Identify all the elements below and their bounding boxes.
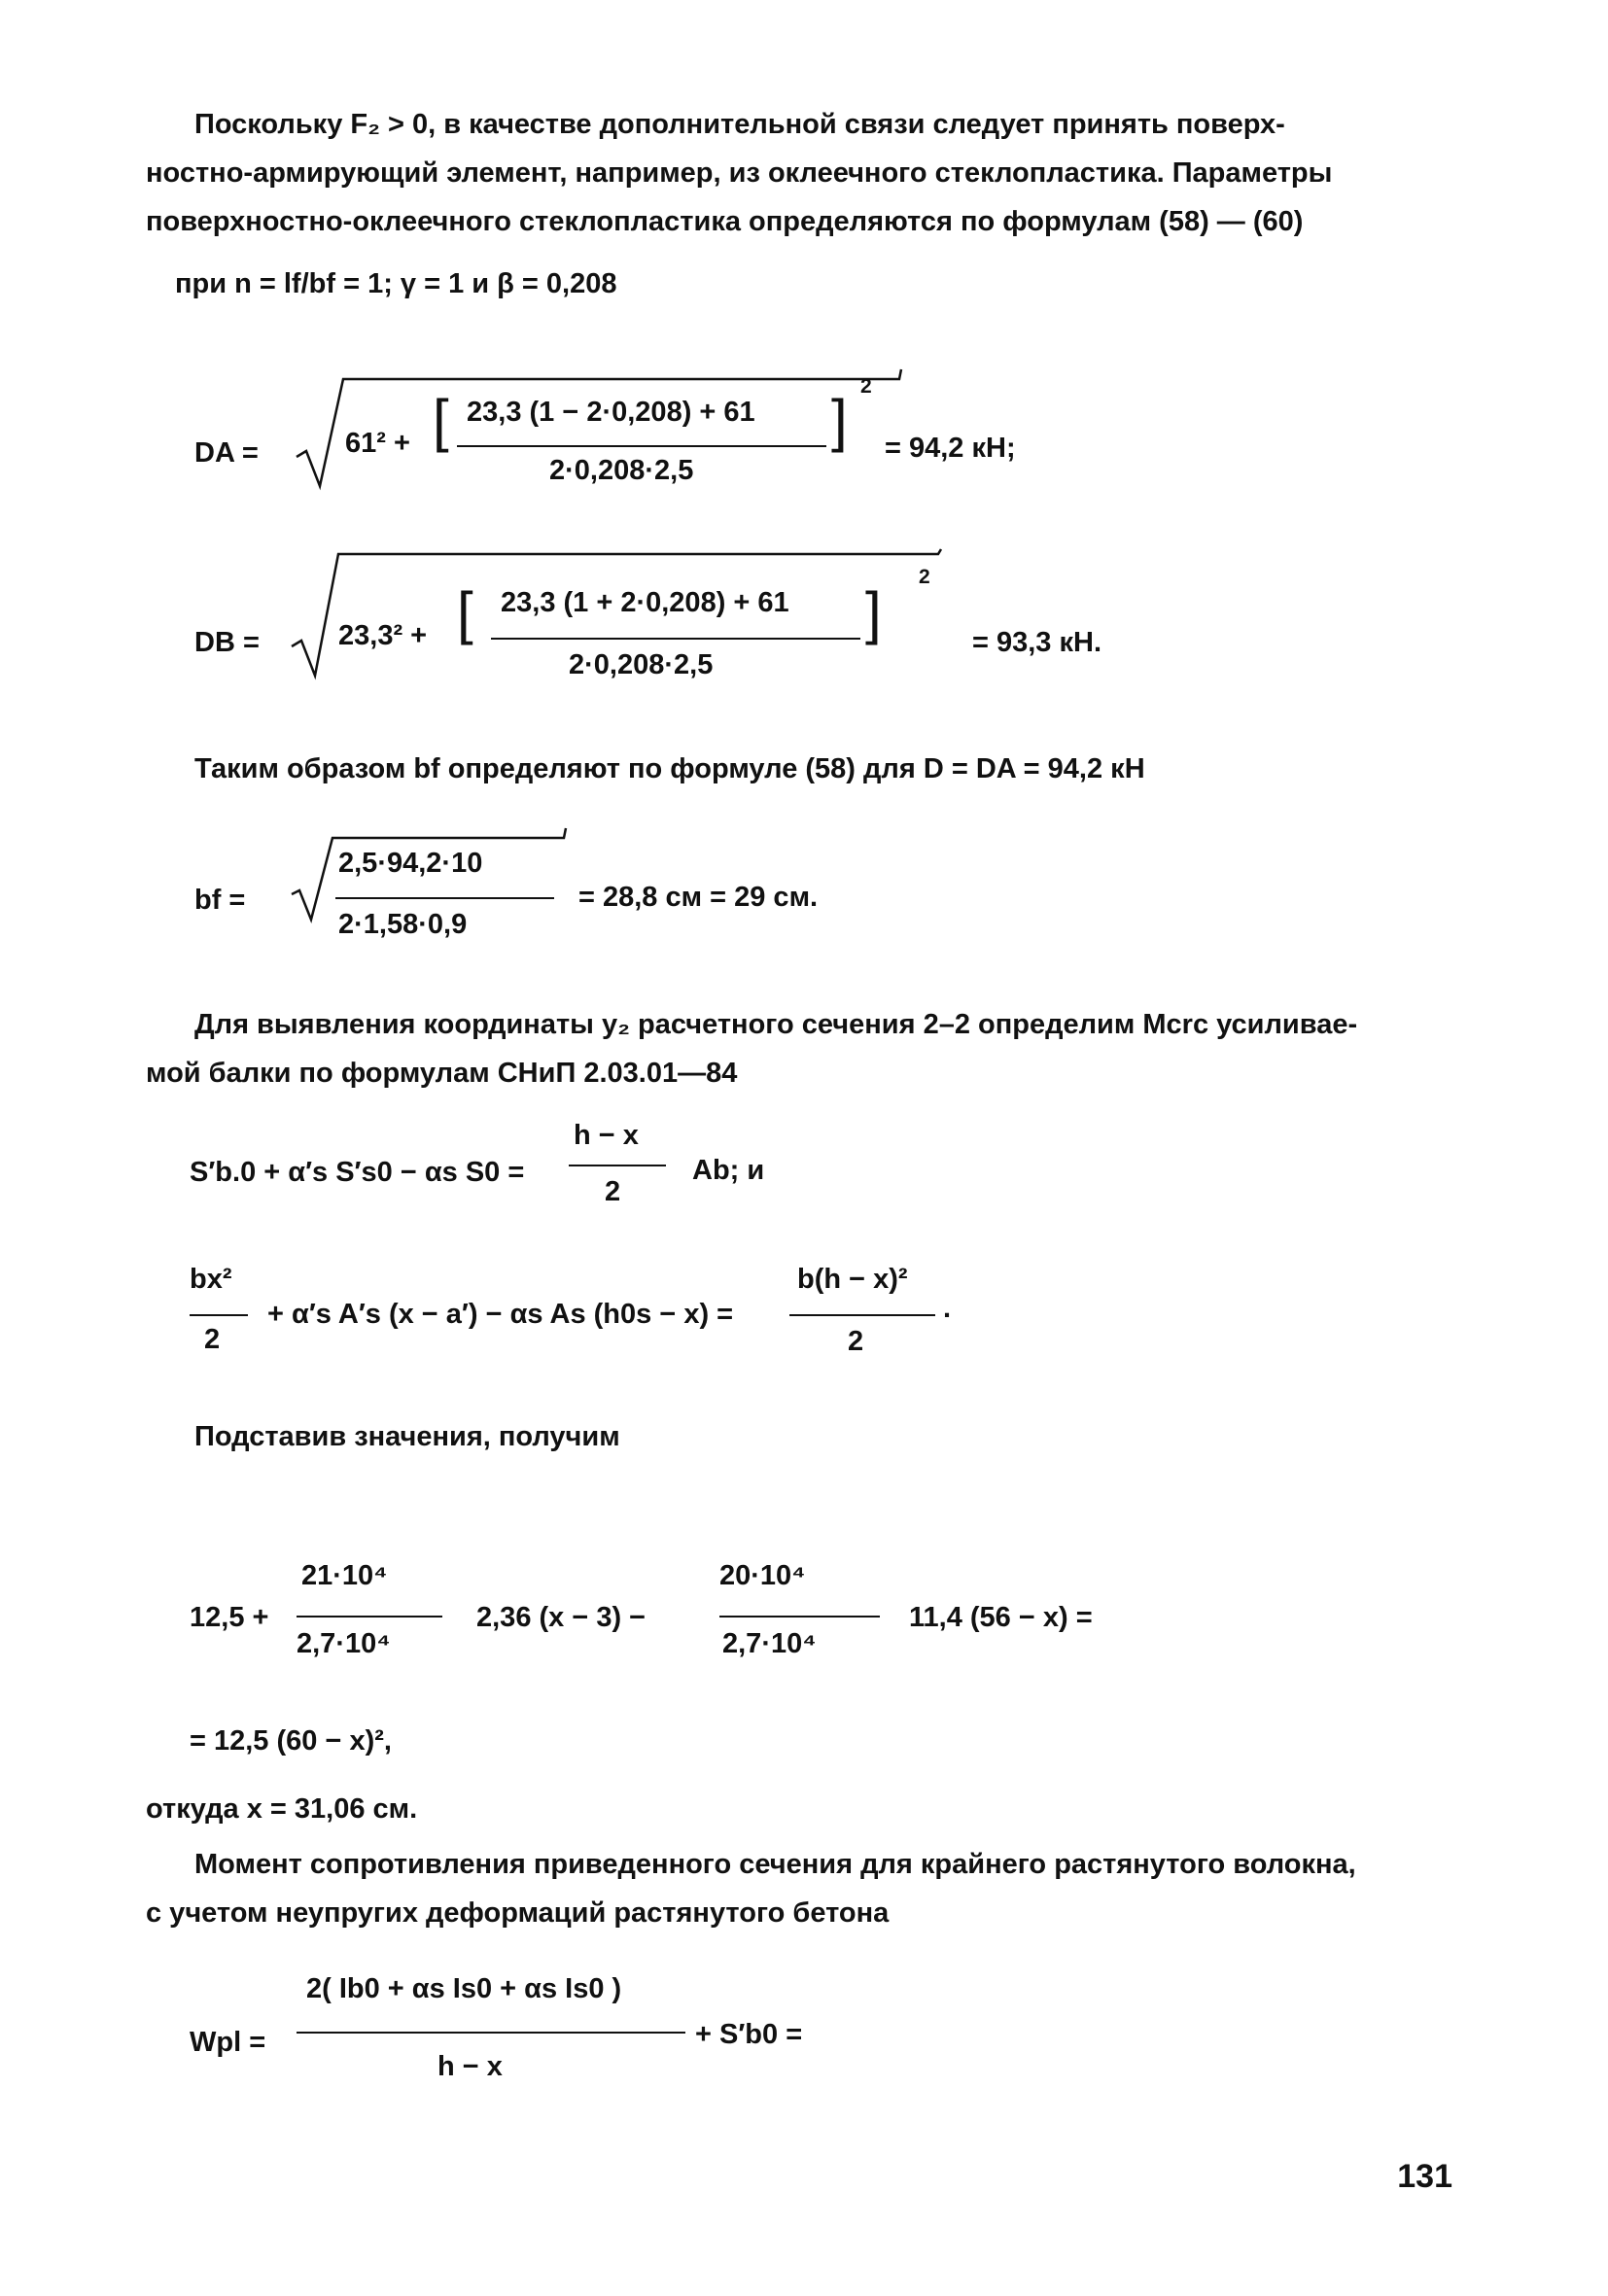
eq-lhs: Wpl =: [190, 2027, 266, 2058]
eq-denominator: 2,7·10⁴: [722, 1628, 817, 1659]
eq-numerator: 23,3 (1 + 2·0,208) + 61: [501, 587, 789, 618]
fraction-bar: [719, 1616, 880, 1618]
eq-numerator: 2,5·94,2·10: [338, 848, 483, 879]
eq-base: 23,3² +: [338, 620, 428, 651]
eq-denominator: 2·0,208·2,5: [549, 455, 694, 486]
eq-lhs: S′b.0 + α′s S′s0 − αs S0 =: [190, 1157, 525, 1188]
text-line: Подставив значения, получим: [194, 1421, 620, 1452]
eq-middle: + α′s A′s (x − a′) − αs As (h0s − x) =: [267, 1299, 734, 1330]
eq-lhs: DA =: [194, 437, 259, 469]
eq-denominator: 2: [848, 1326, 864, 1357]
eq-denominator: 2: [605, 1176, 621, 1207]
eq-rhs: Ab; и: [692, 1155, 765, 1186]
eq-numerator: b(h − x)²: [797, 1264, 908, 1295]
eq-base: 61² +: [345, 428, 410, 459]
fraction-bar: [789, 1314, 935, 1316]
page-number: 131: [1397, 2158, 1452, 2195]
text-line: откуда x = 31,06 см.: [146, 1793, 418, 1825]
text-line: Таким образом bf определяют по формуле (58) для D = DA = 94,2 кН: [194, 753, 1145, 784]
eq-numerator: bx²: [190, 1264, 232, 1295]
text-line: мой балки по формулам СНиП 2.03.01—84: [146, 1058, 738, 1089]
fraction-bar: [297, 1616, 442, 1618]
fraction-bar: [491, 638, 860, 640]
eq-numerator: 2( Ib0 + αs Is0 + αs Is0 ): [306, 1973, 622, 2004]
eq-denominator: 2: [204, 1324, 221, 1355]
fraction-bar: [457, 445, 826, 447]
bracket-left: [: [433, 388, 449, 453]
fraction-bar: [335, 897, 554, 899]
eq-part: 2,36 (x − 3) −: [476, 1602, 647, 1633]
eq-end: .: [943, 1293, 952, 1324]
eq-denominator: 2·1,58·0,9: [338, 909, 468, 940]
text-line: ностно-армирующий элемент, например, из оклеечного стеклопластика. Параметры: [146, 157, 1333, 189]
eq-part: 11,4 (56 − x) =: [909, 1602, 1093, 1633]
text-line: при n = lf/bf = 1; γ = 1 и β = 0,208: [175, 268, 617, 299]
fraction-bar: [297, 2032, 685, 2034]
eq-result: = 93,3 кН.: [972, 627, 1102, 658]
eq-continuation: = 12,5 (60 − x)²,: [190, 1725, 392, 1757]
fraction-bar: [190, 1314, 248, 1316]
eq-lhs: DB =: [194, 627, 260, 658]
eq-part: 12,5 +: [190, 1602, 269, 1633]
eq-result: = 94,2 кН;: [885, 433, 1016, 464]
eq-numerator: 21·10⁴: [301, 1560, 388, 1591]
text-line: Для выявления координаты y₂ расчетного сечения 2–2 определим Mcrc усиливае-: [194, 1009, 1358, 1040]
eq-numerator: 23,3 (1 − 2·0,208) + 61: [467, 397, 755, 428]
bracket-right: ]: [831, 388, 848, 453]
text-line: Поскольку F₂ > 0, в качестве дополнительной связи следует принять поверх-: [194, 109, 1285, 140]
eq-denominator: h − x: [437, 2051, 503, 2082]
eq-exponent: 2: [919, 566, 930, 588]
bracket-left: [: [457, 580, 473, 645]
text-line: Момент сопротивления приведенного сечения для крайнего растянутого волокна,: [194, 1849, 1356, 1880]
eq-rhs: + S′b0 =: [695, 2019, 803, 2050]
text-line: поверхностно-оклеечного стеклопластика определяются по формулам (58) — (60): [146, 206, 1304, 237]
eq-result: = 28,8 см = 29 см.: [578, 882, 819, 913]
eq-denominator: 2,7·10⁴: [297, 1628, 391, 1659]
fraction-bar: [569, 1165, 666, 1166]
eq-numerator: 20·10⁴: [719, 1560, 806, 1591]
eq-numerator: h − x: [574, 1120, 639, 1151]
bracket-right: ]: [865, 580, 882, 645]
text-line: с учетом неупругих деформаций растянутого бетона: [146, 1897, 890, 1929]
eq-exponent: 2: [860, 375, 872, 398]
eq-lhs: bf =: [194, 885, 246, 916]
eq-denominator: 2·0,208·2,5: [569, 649, 714, 680]
